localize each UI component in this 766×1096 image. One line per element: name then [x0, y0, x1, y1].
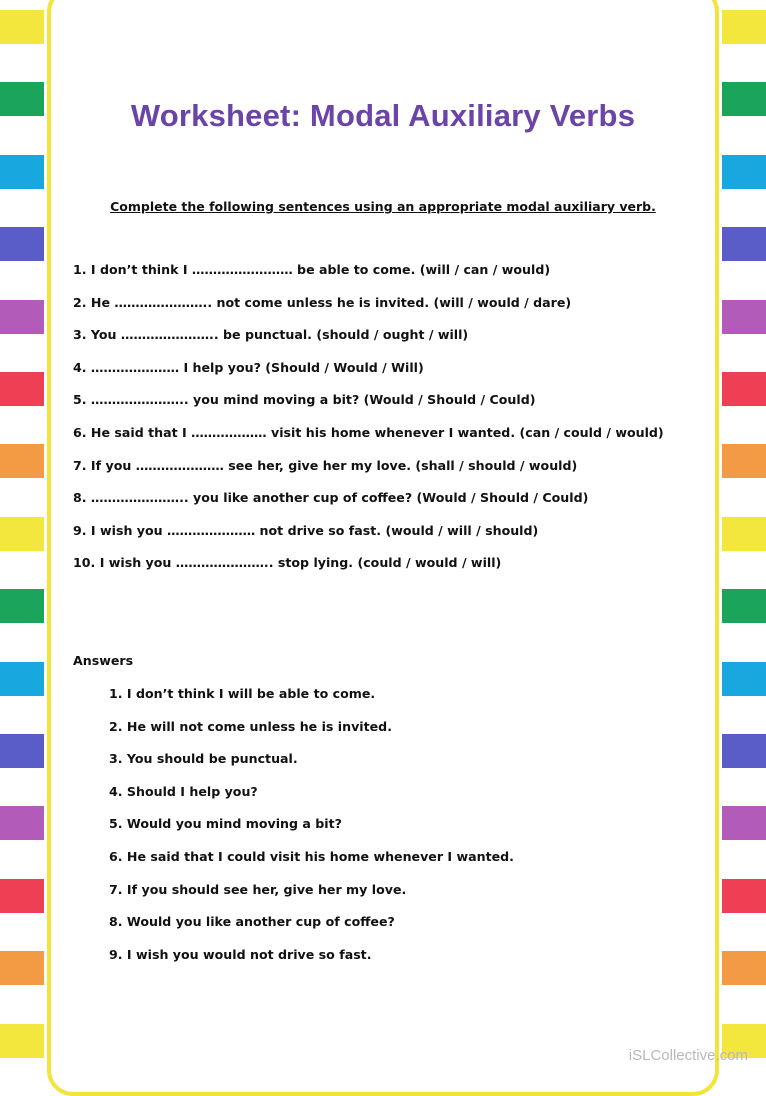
answer-item: 7. If you should see her, give her my love. — [109, 881, 407, 897]
answer-item: 5. Would you mind moving a bit? — [109, 816, 342, 832]
left-stripe-border — [0, 0, 44, 1084]
color-stripe — [0, 300, 44, 334]
question-item: 2. He ………………….. not come unless he is invited. (will / would / dare) — [73, 294, 572, 310]
color-stripe — [0, 951, 44, 985]
question-item: 3. You ………………….. be punctual. (should / ought / will) — [73, 327, 469, 343]
answers-heading: Answers — [73, 653, 134, 668]
color-stripe — [0, 155, 44, 189]
color-stripe — [722, 155, 766, 189]
answer-item: 3. You should be punctual. — [109, 751, 298, 767]
color-stripe — [722, 806, 766, 840]
color-stripe — [722, 951, 766, 985]
color-stripe — [0, 444, 44, 478]
answer-item: 8. Would you like another cup of coffee? — [109, 914, 395, 930]
question-item: 1. I don’t think I …………………… be able to come. (will / can / would) — [73, 262, 551, 277]
instruction-text: Complete the following sentences using an appropriate modal auxiliary verb. — [110, 199, 656, 214]
answer-item: 9. I wish you would not drive so fast. — [109, 946, 372, 962]
right-stripe-border — [722, 0, 766, 1084]
footer-watermark: iSLCollective.com — [628, 1047, 748, 1064]
question-item: 7. If you ………………… see her, give her my love. (shall / should / would) — [73, 457, 578, 473]
color-stripe — [722, 300, 766, 334]
color-stripe — [722, 227, 766, 261]
color-stripe — [0, 372, 44, 406]
question-list — [73, 262, 664, 588]
color-stripe — [0, 806, 44, 840]
color-stripe — [722, 517, 766, 551]
color-stripe — [722, 444, 766, 478]
color-stripe — [0, 879, 44, 913]
color-stripe — [722, 879, 766, 913]
color-stripe — [0, 589, 44, 623]
color-stripe — [0, 734, 44, 768]
worksheet-title: Worksheet: Modal Auxiliary Verbs — [130, 98, 636, 133]
answer-item: 4. Should I help you? — [109, 783, 258, 799]
color-stripe — [722, 10, 766, 44]
color-stripe — [722, 662, 766, 696]
answer-item: 1. I don’t think I will be able to come. — [109, 686, 376, 701]
answer-list — [109, 686, 514, 979]
color-stripe — [722, 589, 766, 623]
question-item: 5. ………………….. you mind moving a bit? (Would / Should / Could) — [73, 392, 536, 408]
question-item: 8. ………………….. you like another cup of coffee? (Would / Should / Could) — [73, 490, 589, 506]
answer-item: 2. He will not come unless he is invited. — [109, 718, 392, 734]
question-item: 4. ………………… I help you? (Should / Would / Will) — [73, 359, 424, 375]
color-stripe — [0, 662, 44, 696]
question-item: 6. He said that I ……………… visit his home whenever I wanted. (can / could / would) — [73, 424, 664, 440]
color-stripe — [722, 372, 766, 406]
answer-item: 6. He said that I could visit his home whenever I wanted. — [109, 848, 514, 864]
question-item: 10. I wish you ………………….. stop lying. (could / would / will) — [73, 555, 502, 571]
color-stripe — [0, 10, 44, 44]
color-stripe — [0, 517, 44, 551]
color-stripe — [0, 1024, 44, 1058]
question-item: 9. I wish you ………………… not drive so fast. (would / will / should) — [73, 522, 539, 538]
color-stripe — [722, 734, 766, 768]
color-stripe — [0, 227, 44, 261]
